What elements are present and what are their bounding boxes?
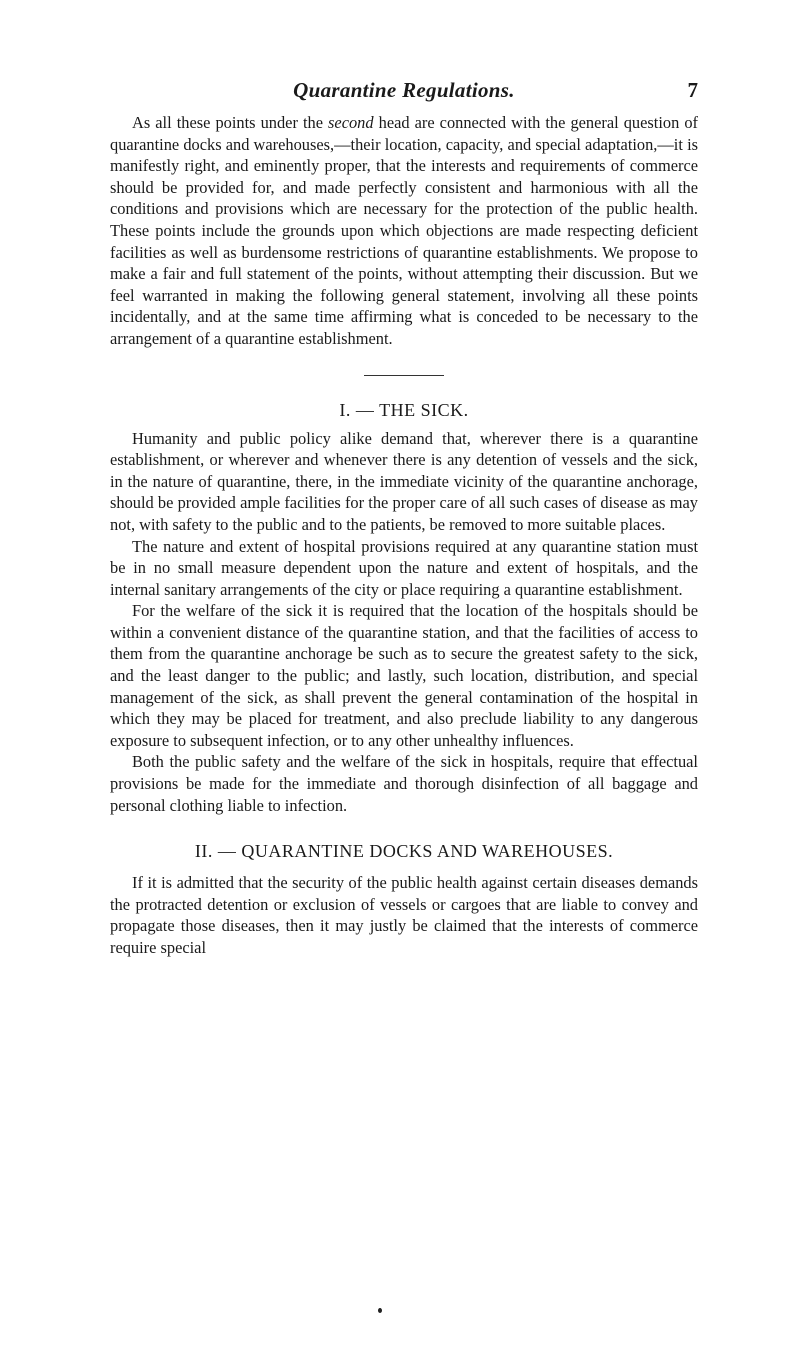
book-page: [110, 78, 698, 959]
intro-emphasis: second: [328, 113, 374, 132]
section-1-heading: I. — THE SICK.: [339, 399, 469, 420]
page-number: 7: [687, 78, 698, 102]
running-title: Quarantine Regulations.: [293, 78, 515, 102]
section-1-paragraph-3: For the welfare of the sick it is required that the location of the hospitals should be within a convenient distance of the quarantine station, and that the facilities of access to them from the quarantine anchorage be such as to secure the greatest safety to the sick, and the least danger to the public; and lastly, such location, distribution, and special management of the sick, as shall prevent the general contamination of the hospital in which they may be placed for treatment, and also preclude liability to any dangerous exposure to subsequent infection, or to any other unhealthy influences.: [110, 601, 698, 750]
section-divider-rule: [364, 375, 444, 376]
intro-paragraph: [110, 112, 698, 350]
section-2-heading: II. — QUARANTINE DOCKS AND WAREHOUSES.: [194, 841, 614, 862]
section-1-paragraph-1: Humanity and public policy alike demand that, wherever there is a quarantine establishment, or wherever and whenever there is any detention of vessels and the sick, in the nature of quarantine, there, in the immediate vicinity of the quarantine anchorage, should be provided ample facilities for the proper care of all such cases of disease as may not, with safety to the public and to the patients, be removed to more suitable places.: [110, 428, 698, 534]
running-head: [110, 78, 698, 108]
section-2-paragraph-1: If it is admitted that the security of the public health against certain diseases demands the protracted detention or exclusion of vessels or cargoes that are liable to convey and propagate those diseases, then it may justly be claimed that the interests of commerce require special: [110, 873, 698, 957]
section-1-paragraph-2: The nature and extent of hospital provisions required at any quarantine station must be in no small measure dependent upon the nature and extent of hospitals, and the internal sanitary arrangements of the city or place requiring a quarantine establishment.: [110, 536, 698, 599]
intro-text-end: head are connected with the general question of quarantine docks and warehouses,—their location, capacity, and special adaptation,—it is manifestly right, and eminently proper, that the interests and requirements of commerce should be provided for, and made perfectly consistent and harmonious with all the conditions and provisions which are necessary for the protection of the public health. These points include the grounds upon which objections are made respecting deficient facilities as well as burdensome restrictions of quarantine establishments. We propose to make a fair and full statement of the points, without attempting their discussion. But we feel warranted in making the following general statement, involving all these points incidentally, and at the same time affirming what is conceded to be necessary to the arrangement of a quarantine establishment.: [110, 113, 698, 348]
ink-speck: [378, 1308, 382, 1313]
section-1-paragraph-4: Both the public safety and the welfare of the sick in hospitals, require that effectual provisions be made for the immediate and thorough disinfection of all baggage and personal clothing liable to infection.: [110, 752, 698, 815]
intro-text-start: As all these points under the: [132, 113, 329, 132]
